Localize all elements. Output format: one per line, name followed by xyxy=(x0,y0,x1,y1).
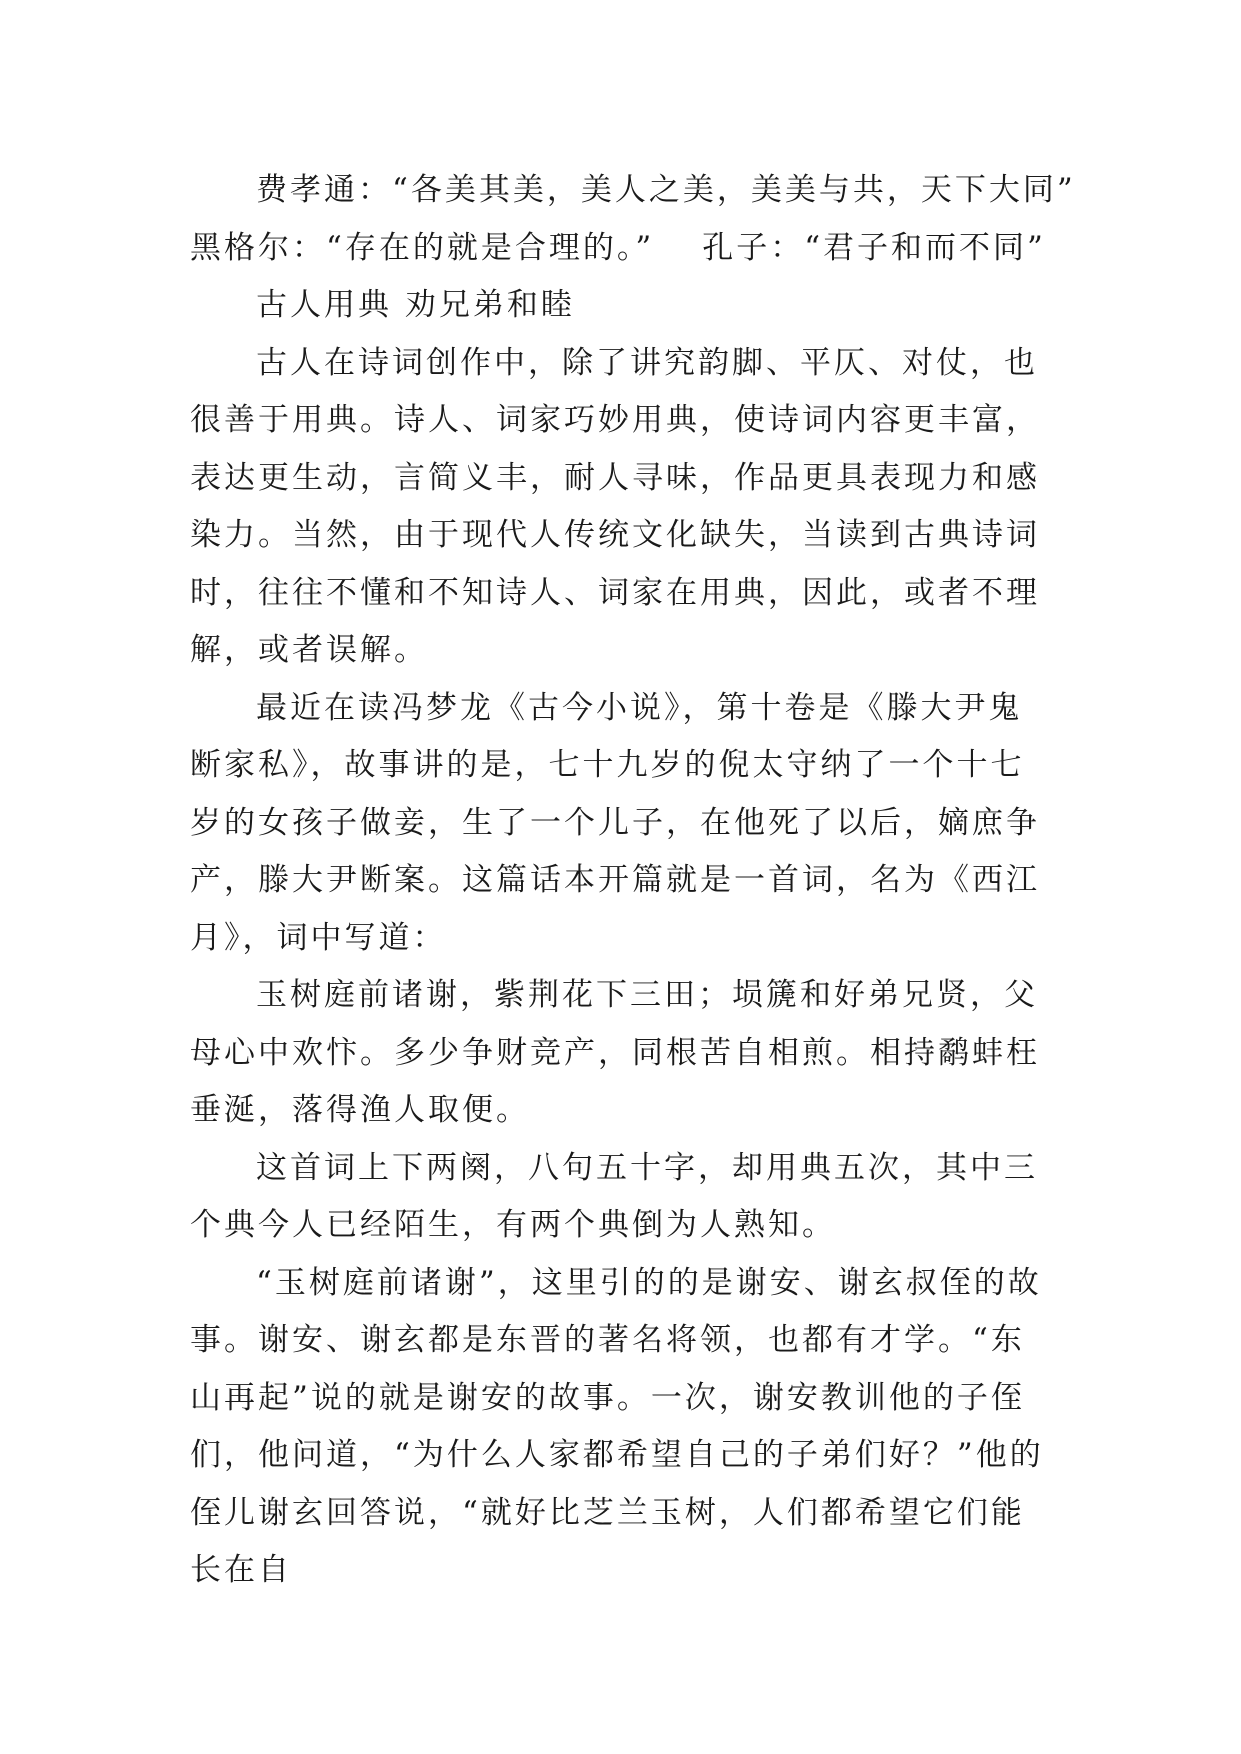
paragraph-2: 最近在读冯梦龙《古今小说》，第十卷是《滕大尹鬼断家私》，故事讲的是，七十九岁的倪太守纳了一个十七岁的女孩子做妾，生了一个儿子，在他死了以后，嫡庶争产，滕大尹断案。这篇话本开篇就是一首词，名为《西江月》，词中写道： xyxy=(190,689,1040,956)
article-title: 古人用典 劝兄弟和睦 xyxy=(256,287,575,323)
quote-feixiaotong: 费孝通：“各美其美，美人之美，美美与共，天下大同” xyxy=(256,172,1076,208)
poem-paragraph: 玉树庭前诸谢，紫荆花下三田；埙篪和好弟兄贤，父母心中欢忭。多少争财竞产，同根苦自相煎。相持鹬蚌枉垂涎，落得渔人取便。 xyxy=(190,977,1040,1128)
paragraph-1: 古人在诗词创作中，除了讲究韵脚、平仄、对仗，也很善于用典。诗人、词家巧妙用典，使诗词内容更丰富，表达更生动，言简义丰，耐人寻味，作品更具表现力和感染力。当然，由于现代人传统文化缺失，当读到古典诗词时，往往不懂和不知诗人、词家在用典，因此，或者不理解，或者误解。 xyxy=(190,344,1040,668)
paragraph-5: “玉树庭前诸谢”，这里引的的是谢安、谢玄叔侄的故事。谢安、谢玄都是东晋的著名将领，也都有才学。“东山再起”说的就是谢安的故事。一次，谢安教训他的子侄们，他问道，“为什么人家都希望自己的子弟们好？”他的侄儿谢玄回答说，“就好比芝兰玉树，人们都希望它们能长在自 xyxy=(190,1264,1044,1588)
document-body xyxy=(190,162,1076,1600)
quote-confucius: 孔子：“君子和而不同” xyxy=(702,229,1046,266)
quote-hegel: 黑格尔：“存在的就是合理的。” xyxy=(190,229,655,266)
paragraph-4: 这首词上下两阕，八句五十字，却用典五次，其中三个典今人已经陌生，有两个典倒为人熟知。 xyxy=(190,1149,1038,1243)
quote-line-2 xyxy=(190,220,1045,278)
